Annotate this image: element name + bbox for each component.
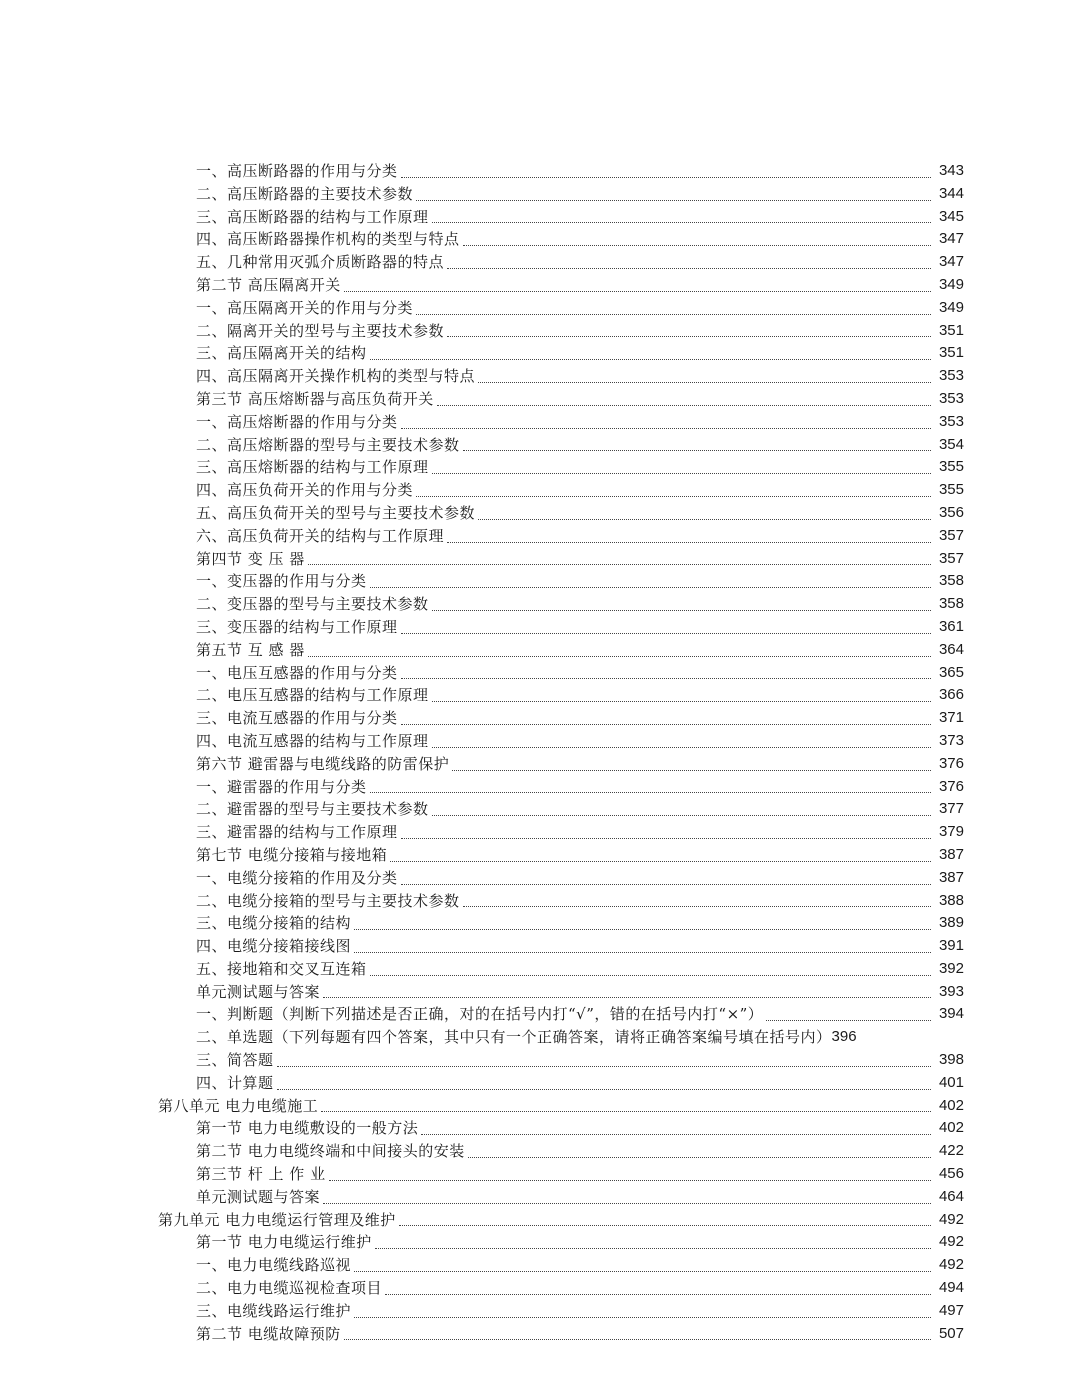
dot-leader — [468, 1140, 931, 1163]
toc-entry-page-number: 398 — [938, 1051, 964, 1069]
toc-entry-title: 第八单元 电力电缆施工 — [158, 1096, 319, 1115]
dot-leader — [463, 890, 931, 913]
toc-entry-page-number: 393 — [938, 982, 964, 1000]
toc-entry-title: 第一节 电力电缆运行维护 — [196, 1233, 372, 1252]
toc-entry[interactable] — [0, 662, 1080, 685]
dot-leader — [323, 1186, 931, 1209]
toc-entry-title: 四、计算题 — [196, 1073, 274, 1092]
dot-leader — [277, 1049, 931, 1072]
dot-leader — [416, 297, 931, 320]
dot-leader — [437, 388, 931, 411]
toc-entry-title: 三、电缆线路运行维护 — [196, 1301, 352, 1320]
toc-entry[interactable] — [0, 251, 1080, 274]
toc-entry-page-number: 492 — [938, 1210, 964, 1228]
toc-entry-title: 二、单选题（下列每题有四个答案，其中只有一个正确答案，请将正确答案编号填在括号内） — [196, 1028, 832, 1047]
dot-leader — [390, 844, 931, 867]
toc-entry-page-number: 396 — [831, 1028, 857, 1046]
toc-entry-page-number: 387 — [938, 868, 964, 886]
toc-entry-page-number: 391 — [938, 937, 964, 955]
toc-entry[interactable] — [0, 434, 1080, 457]
toc-entry-title: 四、电缆分接箱接线图 — [196, 937, 352, 956]
dot-leader — [447, 251, 931, 274]
toc-entry-title: 一、变压器的作用与分类 — [196, 572, 367, 591]
toc-entry-title: 三、简答题 — [196, 1051, 274, 1070]
toc-entry[interactable] — [0, 958, 1080, 981]
toc-entry[interactable] — [0, 228, 1080, 251]
dot-leader — [416, 479, 931, 502]
toc-entry-page-number: 353 — [938, 412, 964, 430]
toc-entry-title: 第三节 高压熔断器与高压负荷开关 — [196, 389, 434, 408]
toc-entry-title: 四、电流互感器的结构与工作原理 — [196, 731, 429, 750]
toc-entry-page-number: 497 — [938, 1301, 964, 1319]
toc-entry-page-number: 371 — [938, 709, 964, 727]
toc-entry[interactable] — [0, 411, 1080, 434]
toc-entry[interactable] — [0, 890, 1080, 913]
toc-entry-title: 第一节 电力电缆敷设的一般方法 — [196, 1119, 419, 1138]
toc-entry-page-number: 373 — [938, 731, 964, 749]
dot-leader — [354, 935, 931, 958]
toc-entry-title: 一、判断题（判断下列描述是否正确，对的在括号内打“√”，错的在括号内打“×”） — [196, 1005, 764, 1024]
dot-leader — [308, 548, 931, 571]
toc-entry[interactable] — [0, 1323, 1080, 1346]
toc-entry[interactable] — [0, 1163, 1080, 1186]
toc-entry[interactable] — [0, 183, 1080, 206]
toc-entry-title: 三、变压器的结构与工作原理 — [196, 617, 398, 636]
toc-entry-page-number: 376 — [938, 777, 964, 795]
toc-entry[interactable] — [0, 844, 1080, 867]
toc-entry-title: 第七节 电缆分接箱与接地箱 — [196, 845, 388, 864]
toc-entry[interactable] — [0, 798, 1080, 821]
dot-leader — [354, 912, 931, 935]
toc-entry-title: 单元测试题与答案 — [196, 1187, 321, 1206]
toc-entry-title: 三、高压隔离开关的结构 — [196, 344, 367, 363]
toc-entry-title: 单元测试题与答案 — [196, 982, 321, 1001]
toc-entry[interactable] — [0, 1072, 1080, 1095]
toc-entry-title: 第二节 电力电缆终端和中间接头的安装 — [196, 1142, 465, 1161]
toc-entry-title: 二、避雷器的型号与主要技术参数 — [196, 800, 429, 819]
toc-entry[interactable] — [0, 388, 1080, 411]
toc-entry-title: 第三节 杆 上 作 业 — [196, 1165, 326, 1184]
toc-entry-title: 三、高压熔断器的结构与工作原理 — [196, 458, 429, 477]
toc-entry-page-number: 365 — [938, 663, 964, 681]
toc-entry-page-number: 364 — [938, 640, 964, 658]
dot-leader — [447, 320, 931, 343]
toc-entry-title: 三、避雷器的结构与工作原理 — [196, 823, 398, 842]
dot-leader — [478, 365, 931, 388]
toc-entry-page-number: 356 — [938, 503, 964, 521]
toc-entry-page-number: 379 — [938, 823, 964, 841]
toc-entry-page-number: 358 — [938, 572, 964, 590]
dot-leader — [401, 707, 931, 730]
dot-leader — [432, 593, 931, 616]
toc-entry-page-number: 361 — [938, 617, 964, 635]
toc-entry[interactable] — [0, 1003, 1080, 1026]
toc-entry[interactable] — [0, 365, 1080, 388]
toc-entry-page-number: 347 — [938, 253, 964, 271]
dot-leader — [432, 798, 931, 821]
toc-entry-title: 第二节 高压隔离开关 — [196, 275, 341, 294]
dot-leader — [321, 1095, 931, 1118]
toc-entry-page-number: 343 — [938, 162, 964, 179]
toc-entry[interactable] — [0, 935, 1080, 958]
toc-entry-page-number: 464 — [938, 1187, 964, 1205]
toc-entry-page-number: 357 — [938, 549, 964, 567]
dot-leader — [370, 776, 931, 799]
toc-entry-page-number: 349 — [938, 275, 964, 293]
toc-entry[interactable] — [0, 1300, 1080, 1323]
toc-entry-title: 一、高压熔断器的作用与分类 — [196, 412, 398, 431]
toc-entry-title: 二、隔离开关的型号与主要技术参数 — [196, 321, 445, 340]
dot-leader — [401, 616, 931, 639]
dot-leader — [308, 639, 931, 662]
toc-entry[interactable] — [0, 1186, 1080, 1209]
toc-entry-title: 第四节 变 压 器 — [196, 549, 305, 568]
dot-leader — [401, 160, 931, 183]
toc-entry[interactable] — [0, 570, 1080, 593]
dot-leader — [452, 753, 931, 776]
toc-entry-title: 四、高压隔离开关操作机构的类型与特点 — [196, 367, 476, 386]
toc-entry-title: 第五节 互 感 器 — [196, 640, 305, 659]
toc-entry-title: 五、接地箱和交叉互连箱 — [196, 959, 367, 978]
toc-entry-page-number: 353 — [938, 367, 964, 385]
toc-entry[interactable] — [0, 525, 1080, 548]
toc-entry-title: 三、高压断路器的结构与工作原理 — [196, 207, 429, 226]
toc-entry-page-number: 507 — [938, 1324, 964, 1342]
toc-entry[interactable] — [0, 1254, 1080, 1277]
dot-leader — [766, 1003, 931, 1026]
toc-entry-page-number: 347 — [938, 230, 964, 248]
dot-leader — [354, 1300, 931, 1323]
toc-entry[interactable] — [0, 1026, 1080, 1049]
toc-entry-page-number: 351 — [938, 344, 964, 362]
toc-entry-page-number: 358 — [938, 595, 964, 613]
toc-entry-title: 第九单元 电力电缆运行管理及维护 — [158, 1210, 396, 1229]
toc-entry-title: 第二节 电缆故障预防 — [196, 1324, 341, 1343]
dot-leader — [370, 958, 931, 981]
toc-entry-title: 一、电力电缆线路巡视 — [196, 1256, 352, 1275]
toc-entry[interactable] — [0, 297, 1080, 320]
dot-leader — [432, 206, 931, 229]
dot-leader — [401, 821, 931, 844]
toc-entry[interactable] — [0, 502, 1080, 525]
dot-leader — [478, 502, 931, 525]
toc-entry-title: 一、高压隔离开关的作用与分类 — [196, 298, 414, 317]
toc-entry-title: 三、电流互感器的作用与分类 — [196, 709, 398, 728]
dot-leader — [329, 1163, 931, 1186]
toc-entry-page-number: 349 — [938, 298, 964, 316]
toc-entry-page-number: 351 — [938, 321, 964, 339]
toc-entry-title: 第六节 避雷器与电缆线路的防雷保护 — [196, 754, 450, 773]
toc-entry[interactable] — [0, 639, 1080, 662]
toc-entry-page-number: 422 — [938, 1142, 964, 1160]
dot-leader — [432, 730, 931, 753]
dot-leader — [399, 1209, 931, 1232]
dot-leader — [401, 662, 931, 685]
toc-entry[interactable] — [0, 456, 1080, 479]
toc-entry-title: 三、电缆分接箱的结构 — [196, 914, 352, 933]
toc-entry-page-number: 389 — [938, 914, 964, 932]
toc-entry-page-number: 456 — [938, 1165, 964, 1183]
dot-leader — [416, 183, 931, 206]
dot-leader — [385, 1277, 931, 1300]
toc-entry-page-number: 494 — [938, 1279, 964, 1297]
toc-entry-page-number: 492 — [938, 1256, 964, 1274]
toc-entry-title: 一、避雷器的作用与分类 — [196, 777, 367, 796]
toc-entry-page-number: 394 — [938, 1005, 964, 1023]
toc-entry[interactable] — [0, 776, 1080, 799]
toc-entry[interactable] — [0, 867, 1080, 890]
toc-entry[interactable] — [0, 593, 1080, 616]
toc-entry[interactable] — [0, 1117, 1080, 1140]
toc-entry[interactable] — [0, 1277, 1080, 1300]
toc-entry-page-number: 366 — [938, 686, 964, 704]
toc-entry[interactable] — [0, 1095, 1080, 1118]
toc-entry-title: 六、高压负荷开关的结构与工作原理 — [196, 526, 445, 545]
toc-entry-page-number: 355 — [938, 458, 964, 476]
toc-entry[interactable] — [0, 684, 1080, 707]
toc-entry[interactable] — [0, 1140, 1080, 1163]
toc-entry-page-number: 355 — [938, 481, 964, 499]
dot-leader — [344, 274, 931, 297]
toc-entry[interactable] — [0, 342, 1080, 365]
toc-entry-page-number: 387 — [938, 845, 964, 863]
toc-entry-title: 四、高压断路器操作机构的类型与特点 — [196, 230, 460, 249]
toc-entry-page-number: 353 — [938, 389, 964, 407]
toc-entry-title: 四、高压负荷开关的作用与分类 — [196, 481, 414, 500]
dot-leader — [447, 525, 931, 548]
toc-entry-title: 二、电缆分接箱的型号与主要技术参数 — [196, 891, 460, 910]
toc-entry-page-number: 402 — [938, 1096, 964, 1114]
dot-leader — [370, 342, 931, 365]
dot-leader — [463, 228, 931, 251]
toc-entry[interactable] — [0, 753, 1080, 776]
toc-entry[interactable] — [0, 821, 1080, 844]
toc-entry[interactable] — [0, 707, 1080, 730]
dot-leader — [421, 1117, 931, 1140]
dot-leader — [463, 434, 931, 457]
toc-entry-page-number: 401 — [938, 1073, 964, 1091]
toc-entry[interactable] — [0, 274, 1080, 297]
toc-entry-title: 二、电压互感器的结构与工作原理 — [196, 686, 429, 705]
toc-entry-title: 五、几种常用灭弧介质断路器的特点 — [196, 253, 445, 272]
dot-leader — [323, 981, 931, 1004]
dot-leader — [401, 867, 931, 890]
toc-entry-title: 二、变压器的型号与主要技术参数 — [196, 595, 429, 614]
toc-entry-title: 二、高压断路器的主要技术参数 — [196, 184, 414, 203]
toc-entry-page-number: 344 — [938, 184, 964, 202]
toc-entry-page-number: 376 — [938, 754, 964, 772]
toc-entry-page-number: 345 — [938, 207, 964, 225]
toc-entry[interactable] — [0, 160, 1080, 183]
dot-leader — [432, 684, 931, 707]
dot-leader — [370, 570, 931, 593]
toc-entry-page-number: 388 — [938, 891, 964, 909]
dot-leader — [277, 1072, 931, 1095]
toc-entry-page-number: 492 — [938, 1233, 964, 1251]
toc-entry[interactable] — [0, 616, 1080, 639]
dot-leader — [432, 456, 931, 479]
toc-entry-page-number: 392 — [938, 959, 964, 977]
toc-entry-page-number: 354 — [938, 435, 964, 453]
toc-entry-page-number: 402 — [938, 1119, 964, 1137]
toc-entry-title: 一、高压断路器的作用与分类 — [196, 162, 398, 180]
toc-entry-title: 一、电缆分接箱的作用及分类 — [196, 868, 398, 887]
toc-entry[interactable] — [0, 479, 1080, 502]
toc-entry-title: 五、高压负荷开关的型号与主要技术参数 — [196, 503, 476, 522]
toc-entry-title: 二、高压熔断器的型号与主要技术参数 — [196, 435, 460, 454]
toc-entry[interactable] — [0, 1231, 1080, 1254]
toc-entry[interactable] — [0, 730, 1080, 753]
toc-entry[interactable] — [0, 1209, 1080, 1232]
toc-entry-page-number: 357 — [938, 526, 964, 544]
toc-entry[interactable] — [0, 981, 1080, 1004]
toc-entry[interactable] — [0, 912, 1080, 935]
toc-entry[interactable] — [0, 206, 1080, 229]
toc-entry[interactable] — [0, 1049, 1080, 1072]
dot-leader — [375, 1231, 931, 1254]
toc-entry-title: 二、电力电缆巡视检查项目 — [196, 1279, 383, 1298]
toc-entry[interactable] — [0, 320, 1080, 343]
toc-entry-page-number: 377 — [938, 800, 964, 818]
toc-entry[interactable] — [0, 548, 1080, 571]
dot-leader — [401, 411, 931, 434]
dot-leader — [354, 1254, 931, 1277]
toc-entry-title: 一、电压互感器的作用与分类 — [196, 663, 398, 682]
table-of-contents — [0, 160, 1080, 1345]
dot-leader — [344, 1323, 931, 1346]
